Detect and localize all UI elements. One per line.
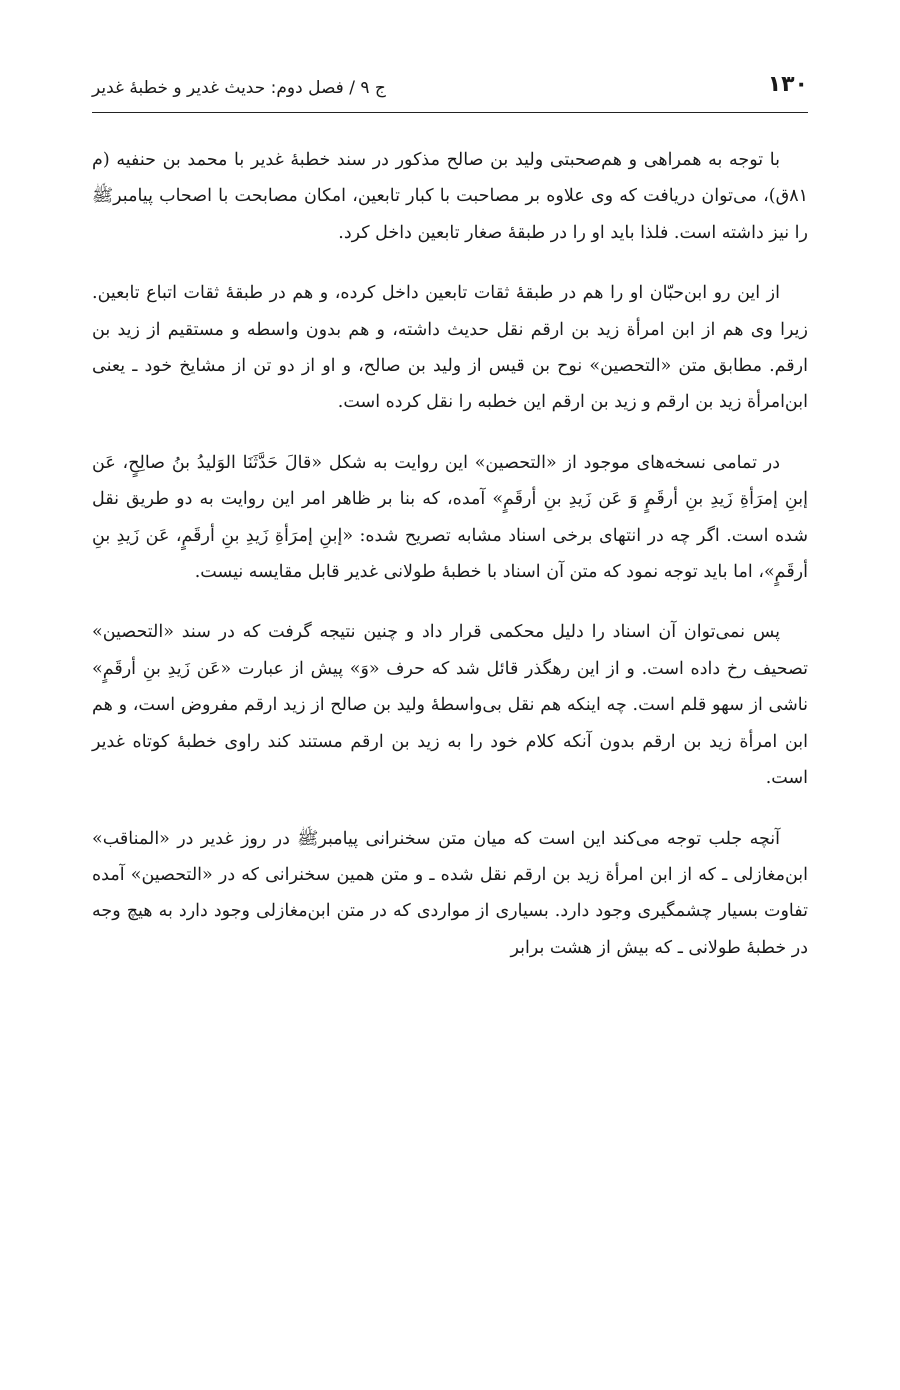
paragraph: از این رو ابن‌حبّان او را هم در طبقهٔ ثقات تابعین داخل کرده، و هم در طبقهٔ ثقات اتباع تابعین. زیرا وی هم از ابن امرأة زید بن ارقم نقل حدیث داشته، و هم بدون واسطه و مستقیم از زید بن ارقم. مطابق متن «التحصین» نوح بن قیس از ولید بن صالح، و او از دو تن از مشایخ خود ـ یعنی ابن‌امرأة زید بن ارقم و زید بن ارقم این خطبه را نقل کرده است. (92, 283, 808, 413)
paragraph: در تمامی نسخه‌های موجود از «التحصین» این روایت به شکل «قالَ حَدَّثَنَا الوَلیدُ بنُ صالِحٍ، عَن إبنِ إمرَأةِ زَیدِ بنِ أرقَمٍ وَ عَن زَیدِ بنِ أرقَمٍ» آمده، که بنا بر ظاهر امر این روایت به دو طریق نقل شده است. اگر چه در انتهای برخی اسناد مشابه تصریح شده: «إبنِ إمرَأةِ زَیدِ بنِ أرقَمٍ، عَن زَیدِ بنِ أرقَمٍ»، اما باید توجه نمود که متن آن اسناد با خطبهٔ طولانی غدیر قابل مقایسه نیست. (92, 452, 808, 583)
body-text (92, 142, 808, 990)
paragraph: پس نمی‌توان آن اسناد را دلیل محکمی قرار داد و چنین نتیجه گرفت که در سند «التحصین» تصحیف رخ داده است. و از این رهگذر قائل شد که حرف «وَ» پیش از عبارت «عَن زَیدِ بنِ أرقَمٍ» ناشی از سهو قلم است. چه اینکه هم نقل بی‌واسطهٔ ولید بن صالح از زید ارقم مفروض است، و هم ابن امرأة زید بن ارقم بدون آنکه کلام خود را به زید بن ارقم مستند کند راوی خطبهٔ کوتاه غدیر است. (92, 622, 808, 789)
paragraph: آنچه جلب توجه می‌کند این است که میان متن سخنرانی پیامبرﷺ در روز غدیر در «المناقب» ابن‌مغازلی ـ که از ابن امرأة زید بن ارقم نقل شده ـ و متن همین سخنرانی که در «التحصین» آمده تفاوت بسیار چشمگیری وجود دارد. بسیاری از مواردی که در متن ابن‌مغازلی وجود دارد به هیچ وجه در خطبهٔ طولانی ـ که بیش از هشت برابر (92, 828, 808, 958)
paragraph: با توجه به همراهی و هم‌صحبتی ولید بن صالح مذکور در سند خطبهٔ غدیر با محمد بن حنفیه (م ۸۱ق)، می‌توان دریافت که وی علاوه بر مصاحبت با کبار تابعین، امکان مصابحت با اصحاب پیامبرﷺ را نیز داشته است. فلذا باید او را در طبقهٔ صغار تابعین داخل کرد. (92, 150, 808, 243)
page-header (92, 68, 808, 113)
running-head: ج ۹ / فصل دوم: حدیث غدیر و خطبهٔ غدیر (92, 78, 386, 98)
page-number: ۱۳۰ (767, 72, 808, 97)
